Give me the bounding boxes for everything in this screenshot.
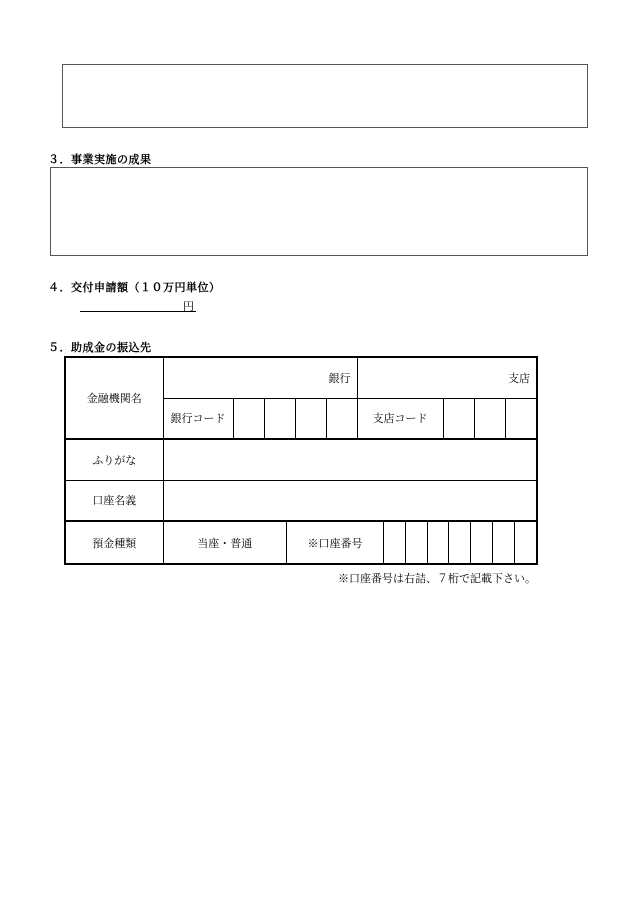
branch-code-digit[interactable] bbox=[505, 398, 537, 439]
bank-name-field[interactable] bbox=[163, 357, 357, 398]
account-number-label: ※口座番号 bbox=[287, 522, 384, 563]
account-name-field[interactable] bbox=[163, 480, 537, 521]
furigana-field[interactable] bbox=[163, 439, 537, 480]
account-number-digit[interactable] bbox=[514, 522, 536, 563]
bank-code-digit[interactable] bbox=[233, 398, 264, 439]
results-textbox[interactable] bbox=[50, 167, 588, 256]
results-heading: ３．事業実施の成果 bbox=[48, 153, 152, 166]
branch-code-label: 支店コード bbox=[357, 398, 443, 439]
branch-code-digit[interactable] bbox=[443, 398, 474, 439]
previous-section-textbox[interactable] bbox=[62, 64, 588, 128]
bank-code-digit[interactable] bbox=[264, 398, 295, 439]
account-name-label: 口座名義 bbox=[65, 480, 163, 521]
bank-code-label: 銀行コード bbox=[163, 398, 233, 439]
deposit-type-options[interactable]: 当座・普通 bbox=[164, 522, 287, 563]
grant-amount-field[interactable] bbox=[80, 298, 196, 312]
grant-amount-unit: 円 bbox=[183, 300, 194, 313]
bank-code-digit[interactable] bbox=[326, 398, 357, 439]
institution-label: 金融機関名 bbox=[65, 357, 163, 439]
account-number-digit[interactable] bbox=[471, 522, 493, 563]
furigana-label: ふりがな bbox=[65, 439, 163, 480]
bank-transfer-table bbox=[64, 356, 538, 565]
account-number-digit[interactable] bbox=[449, 522, 471, 563]
account-number-digit[interactable] bbox=[384, 522, 406, 563]
branch-name-field[interactable] bbox=[357, 357, 537, 398]
bank-suffix: 銀行 bbox=[328, 371, 351, 385]
transfer-heading: ５．助成金の振込先 bbox=[48, 341, 152, 354]
account-number-note: ※口座番号は右詰、７桁で記載下さい。 bbox=[338, 572, 536, 585]
branch-code-digit[interactable] bbox=[474, 398, 505, 439]
bank-code-digit[interactable] bbox=[295, 398, 326, 439]
grant-amount-heading: ４．交付申請額（１０万円単位） bbox=[48, 281, 221, 294]
deposit-type-label: 預金種類 bbox=[65, 521, 163, 564]
account-number-digit[interactable] bbox=[492, 522, 514, 563]
account-number-digit[interactable] bbox=[427, 522, 449, 563]
account-number-digit[interactable] bbox=[405, 522, 427, 563]
branch-suffix: 支店 bbox=[508, 371, 531, 385]
